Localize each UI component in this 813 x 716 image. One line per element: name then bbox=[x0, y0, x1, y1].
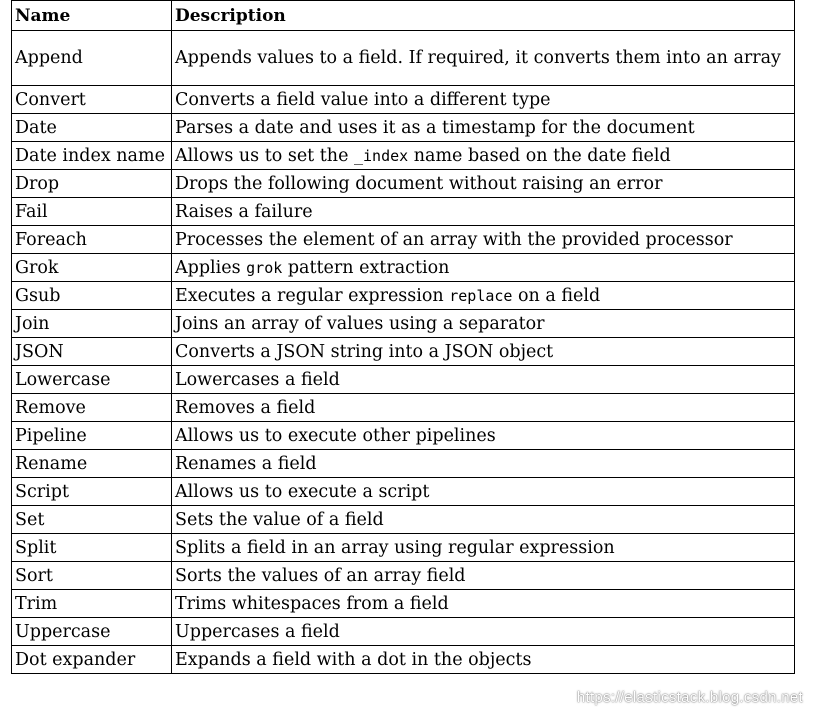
processor-name-cell: Gsub bbox=[12, 282, 172, 310]
description-text: Trims whitespaces from a field bbox=[175, 593, 449, 614]
processor-table-container bbox=[11, 0, 794, 674]
processor-name-cell: Remove bbox=[12, 394, 172, 422]
table-row bbox=[12, 310, 795, 338]
watermark-text: https://elasticstack.blog.csdn.net bbox=[576, 689, 803, 706]
description-text: Allows us to execute a script bbox=[175, 481, 430, 502]
description-text: Appends values to a field. If required, it converts them into an array bbox=[175, 48, 781, 68]
processor-description-cell bbox=[172, 534, 795, 562]
table-header-row bbox=[12, 1, 795, 31]
processor-name-cell: Fail bbox=[12, 198, 172, 226]
table-row bbox=[12, 618, 795, 646]
processor-description-cell bbox=[172, 86, 795, 114]
processor-name-cell: Pipeline bbox=[12, 422, 172, 450]
description-text: Converts a field value into a different type bbox=[175, 89, 551, 110]
table-row bbox=[12, 282, 795, 310]
processor-name-cell: Set bbox=[12, 506, 172, 534]
table-row bbox=[12, 506, 795, 534]
processor-name-cell: Convert bbox=[12, 86, 172, 114]
processor-name-cell: Trim bbox=[12, 590, 172, 618]
description-text: Sorts the values of an array field bbox=[175, 565, 466, 586]
inline-code: replace bbox=[449, 286, 513, 305]
table-row bbox=[12, 31, 795, 86]
processor-description-cell bbox=[172, 618, 795, 646]
description-text: Processes the element of an array with the provided processor bbox=[175, 229, 733, 250]
table-row bbox=[12, 590, 795, 618]
description-text: Sets the value of a field bbox=[175, 509, 384, 530]
table-row bbox=[12, 338, 795, 366]
processor-name-cell: Append bbox=[12, 31, 172, 86]
inline-code: _index bbox=[354, 146, 409, 165]
table-row bbox=[12, 450, 795, 478]
description-text: pattern extraction bbox=[282, 257, 450, 278]
description-text: Applies bbox=[175, 257, 247, 278]
processor-name-cell: Rename bbox=[12, 450, 172, 478]
table-row bbox=[12, 478, 795, 506]
processor-description-cell bbox=[172, 142, 795, 170]
processor-name-cell: Grok bbox=[12, 254, 172, 282]
table-row bbox=[12, 198, 795, 226]
table-row bbox=[12, 366, 795, 394]
processor-description-cell bbox=[172, 170, 795, 198]
table-row bbox=[12, 534, 795, 562]
processor-name-cell: Date bbox=[12, 114, 172, 142]
description-text: Joins an array of values using a separator bbox=[175, 313, 545, 334]
processor-table bbox=[11, 0, 795, 674]
table-row bbox=[12, 86, 795, 114]
description-text: Allows us to execute other pipelines bbox=[175, 425, 496, 446]
processor-description-cell bbox=[172, 114, 795, 142]
processor-name-cell: Lowercase bbox=[12, 366, 172, 394]
table-row bbox=[12, 170, 795, 198]
processor-description-cell bbox=[172, 254, 795, 282]
processor-name-cell: Join bbox=[12, 310, 172, 338]
processor-description-cell bbox=[172, 506, 795, 534]
processor-name-cell: Sort bbox=[12, 562, 172, 590]
processor-name-cell: Drop bbox=[12, 170, 172, 198]
processor-description-cell bbox=[172, 478, 795, 506]
description-text: Raises a failure bbox=[175, 201, 313, 222]
processor-description-cell bbox=[172, 422, 795, 450]
processor-description-cell bbox=[172, 310, 795, 338]
table-row bbox=[12, 646, 795, 674]
table-row bbox=[12, 142, 795, 170]
processor-description-cell bbox=[172, 366, 795, 394]
processor-name-cell: Uppercase bbox=[12, 618, 172, 646]
table-body bbox=[12, 31, 795, 674]
processor-name-cell: Split bbox=[12, 534, 172, 562]
processor-description-cell bbox=[172, 338, 795, 366]
table-row bbox=[12, 114, 795, 142]
description-text: Allows us to set the bbox=[175, 145, 354, 166]
processor-description-cell bbox=[172, 226, 795, 254]
table-row bbox=[12, 562, 795, 590]
description-text: Lowercases a field bbox=[175, 369, 340, 390]
inline-code: grok bbox=[246, 258, 283, 277]
processor-description-cell bbox=[172, 198, 795, 226]
description-text: Expands a field with a dot in the objects bbox=[175, 649, 532, 670]
description-text: Parses a date and uses it as a timestamp for the document bbox=[175, 117, 695, 138]
processor-description-cell bbox=[172, 562, 795, 590]
processor-description-cell bbox=[172, 646, 795, 674]
processor-description-cell bbox=[172, 590, 795, 618]
description-text: Converts a JSON string into a JSON object bbox=[175, 341, 554, 362]
processor-description-cell bbox=[172, 394, 795, 422]
processor-description-cell bbox=[172, 282, 795, 310]
description-text: Uppercases a field bbox=[175, 621, 340, 642]
processor-description-cell bbox=[172, 31, 795, 86]
table-row bbox=[12, 422, 795, 450]
processor-name-cell: Date index name bbox=[12, 142, 172, 170]
processor-name-cell: Dot expander bbox=[12, 646, 172, 674]
processor-name-cell: Foreach bbox=[12, 226, 172, 254]
header-description: Description bbox=[172, 1, 795, 31]
table-row bbox=[12, 226, 795, 254]
table-row bbox=[12, 254, 795, 282]
description-text: Removes a field bbox=[175, 397, 316, 418]
processor-description-cell bbox=[172, 450, 795, 478]
table-row bbox=[12, 394, 795, 422]
processor-name-cell: Script bbox=[12, 478, 172, 506]
description-text: Splits a field in an array using regular expression bbox=[175, 537, 615, 558]
header-name: Name bbox=[12, 1, 172, 31]
description-text: Drops the following document without raising an error bbox=[175, 173, 663, 194]
processor-name-cell: JSON bbox=[12, 338, 172, 366]
description-text: Executes a regular expression bbox=[175, 285, 450, 306]
description-text: on a field bbox=[512, 285, 601, 306]
description-text: Renames a field bbox=[175, 453, 317, 474]
description-text: name based on the date field bbox=[408, 145, 671, 166]
